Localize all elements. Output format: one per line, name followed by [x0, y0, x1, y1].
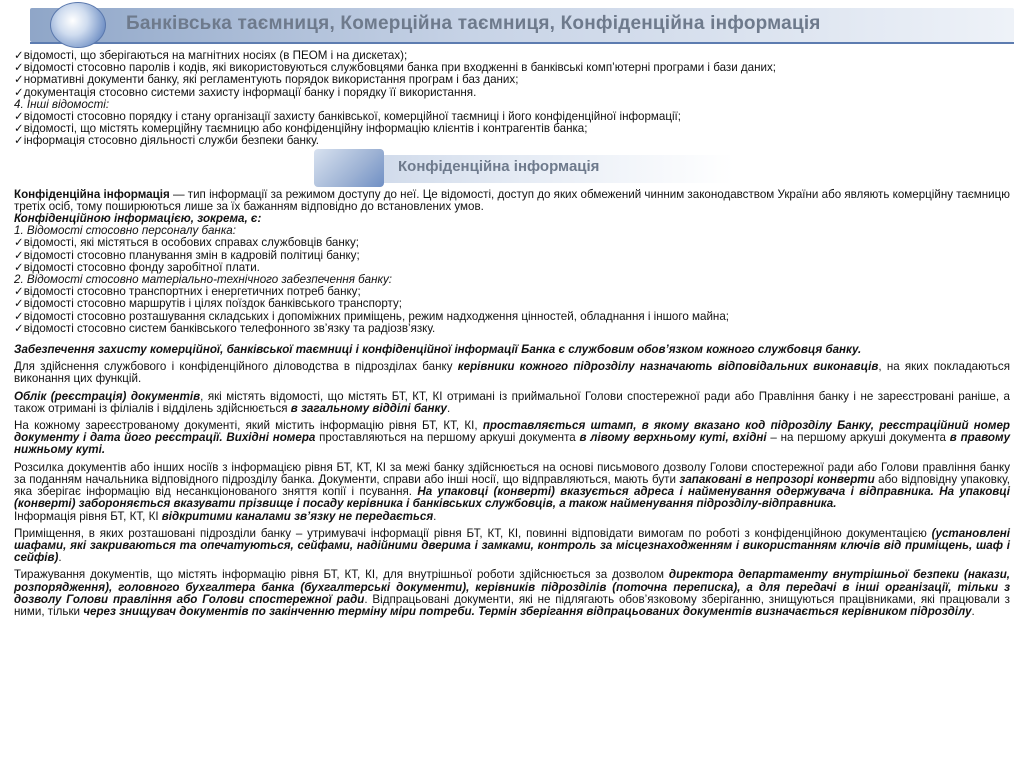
security-shield-icon	[50, 2, 106, 48]
list-item: ✓відомості, що містять комерційну таємницю або конфіденційну інформацію клієнтів і контрагентів банка;	[14, 122, 588, 136]
definition-includes: Конфіденційною інформацією, зокрема, є:	[14, 212, 262, 226]
section-header	[14, 149, 1010, 189]
paragraph-duty: Забезпечення захисту комерційної, банківської таємниці і конфіденційної інформації Банка є службовим обов’язком кожного службовця банку.	[14, 343, 862, 357]
list-item: ✓відомості стосовно планування змін в кадровій політиці банку;	[14, 248, 360, 262]
list-item: ✓інформація стосовно діяльності служби безпеки банку.	[14, 134, 319, 148]
definition-text: — тип інформації за режимом доступу до неї. Це відомості, доступ до яких обмежений чинним законодавством України або являють комерційну таємницю третіх осіб, тому поширюються лише за їх бажанням відповідно до встановлених умов.	[14, 187, 1010, 213]
list-heading: 4. Інші відомості:	[14, 97, 110, 111]
list-item: ✓відомості стосовно транспортних і енергетичних потреб банку;	[14, 285, 361, 299]
header	[0, 0, 1024, 46]
list-top	[14, 50, 1010, 148]
header-divider	[30, 42, 1014, 44]
section-title: Конфіденційна інформація	[398, 157, 600, 175]
paragraph-channels: Інформація рівня БТ, КТ, КІ відкритими каналами зв’язку не передається.	[14, 509, 437, 523]
definition-term: Конфіденційна інформація	[14, 187, 170, 201]
list-item: ✓нормативні документи банку, які регламентують порядок використання програм і баз даних;	[14, 73, 519, 87]
paragraph-copying: Тиражування документів, що містять інформацію рівня БТ, КТ, КІ, для внутрішньої роботи здійснюється за дозволом директора департаменту внутрішньої безпеки (накази, розпорядження), головного бухгалтера банка (бухгалтерські документи), керівників підрозділів (поточна переписка), а для передачі в інші організації, тільки з дозволу Голови правління або Голови спостережної ради. Відпрацьовані документи, які не підлягають обов’язковому зберіганню, знищуються працівниками, які працювали з ними, тільки через знищувач документів по закінченню терміну міри потреби. Термін зберігання відпрацьованих документів визначається керівником підрозділу.	[14, 568, 1010, 618]
list-item: ✓відомості стосовно паролів і кодів, які використовуються службовцями банка при входженні в банківські комп’ютерні програми і бази даних;	[14, 61, 777, 75]
list-item: ✓відомості стосовно порядку і стану організації захисту банківської, комерційної таємниці і його конфіденційної інформації;	[14, 110, 681, 124]
list-item: ✓відомості стосовно маршрутів і цілях поїздок банківського транспорту;	[14, 297, 402, 311]
list-item: ✓відомості стосовно розташування складських і допоміжних приміщень, режим надходження цінностей, обладнання і іншого майна;	[14, 309, 729, 323]
list-item: ✓відомості стосовно систем банківського телефонного зв’язку та радіозв’язку.	[14, 321, 436, 335]
doctor-image-icon	[314, 149, 384, 187]
paragraph-premises: Приміщення, в яких розташовані підрозділи банку – утримувачі інформації рівня БТ, КТ, КІ, повинні відповідати вимогам по роботі з конфіденційною документацією (установлені шафами, які закриваються та опечатуються, сейфами, надійними дверима і замками, контроль за місцезнаходженням і використанням ключів від приміщень, шаф і сейфів).	[14, 526, 1010, 565]
content	[14, 50, 1010, 618]
list-heading: 1. Відомості стосовно персоналу банка:	[14, 224, 236, 238]
paragraph-stamp: На кожному зареєстрованому документі, який містить інформацію рівня БТ, КТ, КІ, проставляється штамп, в якому вказано код підрозділу Банку, реєстраційний номер документу і дата його реєстрації. Вихідні номера проставляються на першому аркуші документа в лівому верхньому куті, вхідні – на першому аркуші документа в правому нижньому куті.	[14, 419, 1011, 457]
list-heading: 2. Відомості стосовно матеріально-технічного забезпечення банку:	[14, 273, 392, 287]
paragraph-mailing: Розсилка документів або інших носіїв з інформацією рівня БТ, КТ, КІ за межі банку здійснюється на основі письмового дозволу Голови спостережної ради або Голови правління банку за поданням начальника відповідного підрозділу банка. Документи, справи або інші носії, що відправляються, мають бути запаковані в непрозорі конверти або відповідну упаковку, яка зберігає інформацію від несанкціонованого зняття копії і псування. На упаковці (конверті) вказується адреса і найменування одержувача і відправника. На упаковці (конверті) забороняється вказувати прізвище і посаду керівника і банківських службовців, а також найменування підрозділу-відправника.	[14, 460, 1010, 511]
list-item: ✓відомості стосовно фонду заробітної плати.	[14, 260, 260, 274]
definition-paragraph	[14, 189, 1010, 213]
paragraph-office-work: Для здійснення службового і конфіденційного діловодства в підрозділах банку керівники кожного підрозділу назначають відповідальних виконавців, на яких покладаються виконання цих функцій.	[14, 360, 1010, 386]
list-item: ✓відомості, що зберігаються на магнітних носіях (в ПЕОМ і на дискетах);	[14, 49, 408, 62]
list-confidential	[14, 225, 1010, 335]
list-item: ✓документація стосовно системи захисту інформації банку і порядку її використання.	[14, 85, 477, 99]
list-item: ✓відомості, які містяться в особових справах службовців банку;	[14, 236, 360, 250]
paragraph-registration: Облік (реєстрація) документів, які містять відомості, що містять БТ, КТ, КІ отримані із приймальної Голови спостережної ради або Правління банку і не зареєстровані раніше, а також отримані із філіалів і відділень здійснюється в загальному відділі банку.	[14, 389, 1011, 415]
page-title: Банківська таємниця, Комерційна таємниця, Конфіденційна інформація	[126, 13, 821, 34]
